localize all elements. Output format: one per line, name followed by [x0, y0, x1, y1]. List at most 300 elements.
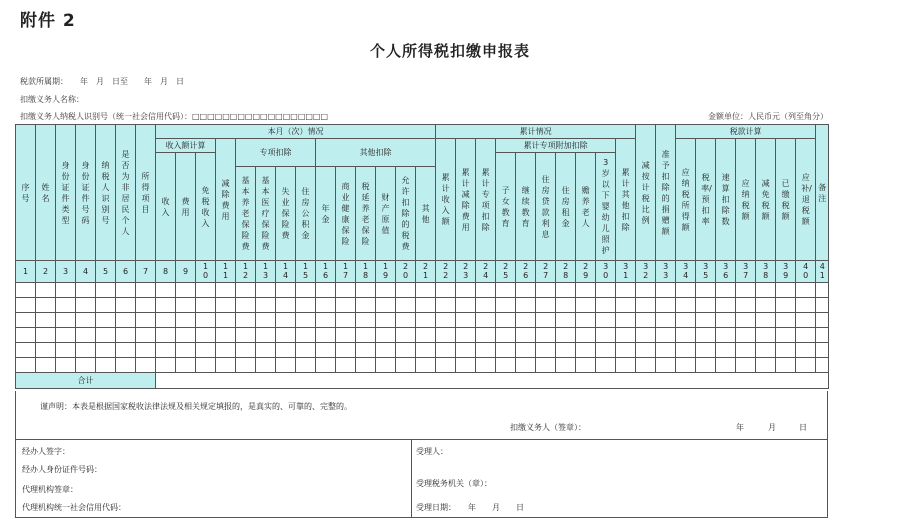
table-cell[interactable] — [396, 328, 416, 343]
table-cell[interactable] — [256, 313, 276, 328]
table-cell[interactable] — [296, 283, 316, 298]
table-cell[interactable] — [276, 283, 296, 298]
column-number: 27 — [536, 261, 556, 283]
table-cell[interactable] — [556, 283, 576, 298]
col-cum-deduct: 累计减除费用 — [456, 139, 476, 261]
table-cell[interactable] — [116, 298, 136, 313]
table-cell[interactable] — [636, 298, 656, 313]
table-cell[interactable] — [736, 358, 756, 373]
table-cell[interactable] — [276, 328, 296, 343]
table-cell[interactable] — [736, 298, 756, 313]
table-cell[interactable] — [136, 343, 156, 358]
table-cell[interactable] — [136, 358, 156, 373]
table-cell[interactable] — [736, 328, 756, 343]
table-cell[interactable] — [656, 343, 676, 358]
table-cell[interactable] — [336, 343, 356, 358]
table-cell[interactable] — [696, 343, 716, 358]
table-cell[interactable] — [396, 343, 416, 358]
col-taxpayer-id: 纳税人识别号 — [96, 125, 116, 261]
table-cell[interactable] — [596, 343, 616, 358]
table-cell[interactable] — [696, 298, 716, 313]
table-cell[interactable] — [616, 283, 636, 298]
table-cell[interactable] — [676, 358, 696, 373]
table-cell[interactable] — [56, 283, 76, 298]
table-cell[interactable] — [216, 283, 236, 298]
table-cell[interactable] — [316, 358, 336, 373]
column-number: 17 — [336, 261, 356, 283]
table-cell[interactable] — [116, 343, 136, 358]
table-cell[interactable] — [116, 358, 136, 373]
table-cell[interactable] — [296, 343, 316, 358]
table-cell[interactable] — [36, 328, 56, 343]
table-cell[interactable] — [76, 313, 96, 328]
table-cell[interactable] — [196, 283, 216, 298]
table-cell[interactable] — [756, 313, 776, 328]
table-cell[interactable] — [316, 283, 336, 298]
table-cell[interactable] — [656, 328, 676, 343]
table-cell[interactable] — [516, 283, 536, 298]
table-cell[interactable] — [476, 313, 496, 328]
agent-signature-field[interactable]: 扣缴义务人（签章）： — [510, 423, 586, 432]
table-cell[interactable] — [656, 313, 676, 328]
agency-code-field[interactable]: 代理机构统一社会信用代码： — [22, 503, 126, 512]
table-cell[interactable] — [376, 313, 396, 328]
table-cell[interactable] — [816, 298, 829, 313]
table-cell[interactable] — [36, 358, 56, 373]
table-cell[interactable] — [156, 328, 176, 343]
table-cell[interactable] — [596, 328, 616, 343]
table-cell[interactable] — [576, 298, 596, 313]
table-cell[interactable] — [236, 343, 256, 358]
table-cell[interactable] — [116, 313, 136, 328]
table-cell[interactable] — [176, 283, 196, 298]
table-cell[interactable] — [356, 283, 376, 298]
table-cell[interactable] — [496, 328, 516, 343]
table-cell[interactable] — [76, 283, 96, 298]
table-cell[interactable] — [416, 298, 436, 313]
table-cell[interactable] — [396, 358, 416, 373]
table-cell[interactable] — [456, 298, 476, 313]
group-tax-calc: 税款计算 — [676, 125, 816, 139]
table-cell[interactable] — [376, 328, 396, 343]
table-cell[interactable] — [796, 298, 816, 313]
table-cell[interactable] — [16, 343, 36, 358]
table-cell[interactable] — [696, 358, 716, 373]
table-cell[interactable] — [776, 343, 796, 358]
table-cell[interactable] — [376, 283, 396, 298]
table-cell[interactable] — [396, 313, 416, 328]
table-cell[interactable] — [236, 313, 256, 328]
table-cell[interactable] — [736, 283, 756, 298]
table-cell[interactable] — [716, 343, 736, 358]
table-cell[interactable] — [216, 298, 236, 313]
table-cell[interactable] — [96, 313, 116, 328]
table-row — [16, 358, 829, 373]
table-cell[interactable] — [576, 313, 596, 328]
table-cell[interactable] — [96, 298, 116, 313]
table-row — [16, 298, 829, 313]
table-cell[interactable] — [776, 358, 796, 373]
table-cell[interactable] — [536, 343, 556, 358]
table-cell[interactable] — [656, 358, 676, 373]
handler-signature-field[interactable]: 经办人签字： — [22, 447, 70, 456]
table-cell[interactable] — [256, 358, 276, 373]
table-cell[interactable] — [496, 358, 516, 373]
total-values[interactable] — [156, 373, 829, 389]
table-cell[interactable] — [196, 343, 216, 358]
table-cell[interactable] — [716, 298, 736, 313]
agent-taxpayer-id: 扣缴义务人纳税人识别号（统一社会信用代码）：□□□□□□□□□□□□□□□□□□ — [20, 112, 329, 121]
table-cell[interactable] — [516, 313, 536, 328]
col-paid: 已缴税额 — [776, 139, 796, 261]
col-donation: 准予扣除的捐赠额 — [656, 125, 676, 261]
table-cell[interactable] — [596, 283, 616, 298]
table-cell[interactable] — [716, 313, 736, 328]
table-cell[interactable] — [456, 328, 476, 343]
table-cell[interactable] — [776, 328, 796, 343]
table-cell[interactable] — [756, 298, 776, 313]
table-cell[interactable] — [36, 343, 56, 358]
table-row — [16, 313, 829, 328]
column-number: 16 — [316, 261, 336, 283]
table-cell[interactable] — [436, 358, 456, 373]
column-number: 40 — [796, 261, 816, 283]
table-cell[interactable] — [216, 328, 236, 343]
table-cell[interactable] — [476, 283, 496, 298]
table-cell[interactable] — [476, 328, 496, 343]
table-cell[interactable] — [496, 343, 516, 358]
table-cell[interactable] — [516, 298, 536, 313]
table-cell[interactable] — [696, 313, 716, 328]
table-cell[interactable] — [336, 358, 356, 373]
table-cell[interactable] — [436, 283, 456, 298]
column-number: 37 — [736, 261, 756, 283]
table-cell[interactable] — [356, 328, 376, 343]
table-cell[interactable] — [756, 343, 776, 358]
col-refund: 应补/退税额 — [796, 139, 816, 261]
table-cell[interactable] — [456, 343, 476, 358]
table-cell[interactable] — [316, 328, 336, 343]
table-cell[interactable] — [456, 283, 476, 298]
table-cell[interactable] — [496, 313, 516, 328]
table-cell[interactable] — [616, 313, 636, 328]
table-cell[interactable] — [536, 358, 556, 373]
table-cell[interactable] — [176, 298, 196, 313]
col-medical: 基本医疗保险费 — [256, 167, 276, 261]
table-cell[interactable] — [416, 343, 436, 358]
table-cell[interactable] — [376, 298, 396, 313]
col-relief: 减免税额 — [756, 139, 776, 261]
table-cell[interactable] — [516, 343, 536, 358]
table-cell[interactable] — [536, 298, 556, 313]
table-cell[interactable] — [336, 298, 356, 313]
col-deduct-expense: 减除费用 — [216, 139, 236, 261]
table-cell[interactable] — [636, 343, 656, 358]
table-cell[interactable] — [396, 283, 416, 298]
table-cell[interactable] — [236, 328, 256, 343]
table-cell[interactable] — [576, 358, 596, 373]
table-cell[interactable] — [336, 313, 356, 328]
table-cell[interactable] — [276, 358, 296, 373]
column-number: 31 — [616, 261, 636, 283]
table-cell[interactable] — [96, 358, 116, 373]
table-cell[interactable] — [456, 313, 476, 328]
table-cell[interactable] — [636, 283, 656, 298]
table-cell[interactable] — [436, 313, 456, 328]
table-cell[interactable] — [356, 358, 376, 373]
header-row-1 — [16, 125, 829, 139]
col-allowed: 允许扣除的税费 — [396, 167, 416, 261]
table-cell[interactable] — [56, 343, 76, 358]
table-cell[interactable] — [56, 358, 76, 373]
table-cell[interactable] — [756, 328, 776, 343]
column-number: 14 — [276, 261, 296, 283]
table-cell[interactable] — [476, 298, 496, 313]
table-cell[interactable] — [296, 328, 316, 343]
table-cell[interactable] — [256, 283, 276, 298]
table-cell[interactable] — [796, 343, 816, 358]
col-tax-pension: 税延养老保险 — [356, 167, 376, 261]
table-cell[interactable] — [596, 298, 616, 313]
column-number: 3 — [56, 261, 76, 283]
table-cell[interactable] — [16, 283, 36, 298]
table-cell[interactable] — [796, 358, 816, 373]
col-id-type: 身份证件类型 — [56, 125, 76, 261]
table-cell[interactable] — [156, 298, 176, 313]
table-cell[interactable] — [796, 283, 816, 298]
table-cell[interactable] — [536, 313, 556, 328]
table-cell[interactable] — [416, 283, 436, 298]
table-cell[interactable] — [436, 298, 456, 313]
table-cell[interactable] — [456, 358, 476, 373]
table-cell[interactable] — [216, 343, 236, 358]
table-cell[interactable] — [156, 343, 176, 358]
table-cell[interactable] — [696, 283, 716, 298]
table-cell[interactable] — [716, 283, 736, 298]
table-cell[interactable] — [376, 358, 396, 373]
table-cell[interactable] — [316, 298, 336, 313]
table-cell[interactable] — [736, 313, 756, 328]
table-cell[interactable] — [356, 313, 376, 328]
table-cell[interactable] — [356, 343, 376, 358]
table-cell[interactable] — [36, 298, 56, 313]
table-cell[interactable] — [136, 328, 156, 343]
receiver-field[interactable]: 受理人： — [416, 447, 448, 456]
table-cell[interactable] — [136, 313, 156, 328]
table-cell[interactable] — [16, 358, 36, 373]
table-cell[interactable] — [676, 283, 696, 298]
table-cell[interactable] — [416, 358, 436, 373]
table-cell[interactable] — [276, 313, 296, 328]
table-cell[interactable] — [636, 358, 656, 373]
table-cell[interactable] — [496, 283, 516, 298]
table-cell[interactable] — [476, 343, 496, 358]
table-cell[interactable] — [16, 328, 36, 343]
table-cell[interactable] — [536, 328, 556, 343]
table-cell[interactable] — [136, 298, 156, 313]
table-cell[interactable] — [636, 328, 656, 343]
table-cell[interactable] — [176, 343, 196, 358]
table-cell[interactable] — [336, 283, 356, 298]
receive-date-field[interactable]: 受理日期： 年 月 日 — [416, 503, 524, 512]
table-cell[interactable] — [656, 298, 676, 313]
table-cell[interactable] — [416, 313, 436, 328]
table-cell[interactable] — [656, 283, 676, 298]
table-cell[interactable] — [256, 343, 276, 358]
table-cell[interactable] — [276, 343, 296, 358]
column-number: 33 — [656, 261, 676, 283]
col-cum-special: 累计专项扣除 — [476, 139, 496, 261]
table-cell[interactable] — [316, 343, 336, 358]
table-cell[interactable] — [736, 343, 756, 358]
table-cell[interactable] — [576, 283, 596, 298]
table-cell[interactable] — [516, 358, 536, 373]
table-cell[interactable] — [676, 298, 696, 313]
table-cell[interactable] — [236, 358, 256, 373]
table-cell[interactable] — [256, 298, 276, 313]
table-cell[interactable] — [16, 313, 36, 328]
table-cell[interactable] — [156, 283, 176, 298]
table-cell[interactable] — [96, 328, 116, 343]
table-cell[interactable] — [96, 283, 116, 298]
table-cell[interactable] — [116, 328, 136, 343]
table-cell[interactable] — [196, 313, 216, 328]
table-cell[interactable] — [516, 328, 536, 343]
table-cell[interactable] — [616, 358, 636, 373]
agency-seal-field[interactable]: 代理机构签章： — [22, 485, 78, 494]
column-number: 39 — [776, 261, 796, 283]
table-cell[interactable] — [816, 343, 829, 358]
table-cell[interactable] — [336, 328, 356, 343]
table-cell[interactable] — [176, 358, 196, 373]
table-cell[interactable] — [696, 328, 716, 343]
table-cell[interactable] — [616, 343, 636, 358]
table-cell[interactable] — [796, 313, 816, 328]
table-cell[interactable] — [36, 313, 56, 328]
tax-office-field[interactable]: 受理税务机关（章）： — [416, 479, 492, 488]
table-cell[interactable] — [216, 313, 236, 328]
table-cell[interactable] — [676, 328, 696, 343]
table-cell[interactable] — [136, 283, 156, 298]
table-cell[interactable] — [636, 313, 656, 328]
handler-id-field[interactable]: 经办人身份证件号码： — [22, 465, 102, 474]
table-cell[interactable] — [156, 313, 176, 328]
table-cell[interactable] — [556, 313, 576, 328]
table-cell[interactable] — [556, 343, 576, 358]
group-income: 收入额计算 — [156, 139, 216, 153]
table-cell[interactable] — [116, 283, 136, 298]
table-cell[interactable] — [576, 328, 596, 343]
table-cell[interactable] — [56, 313, 76, 328]
table-cell[interactable] — [796, 328, 816, 343]
col-rate: 税率/预扣率 — [696, 139, 716, 261]
table-row — [16, 283, 829, 298]
table-cell[interactable] — [816, 328, 829, 343]
column-number: 28 — [556, 261, 576, 283]
col-expense: 费用 — [176, 153, 196, 261]
table-cell[interactable] — [716, 328, 736, 343]
table-cell[interactable] — [476, 358, 496, 373]
table-cell[interactable] — [76, 343, 96, 358]
table-cell[interactable] — [816, 283, 829, 298]
table-cell[interactable] — [416, 328, 436, 343]
table-cell[interactable] — [556, 298, 576, 313]
tax-period: 税款所属期： 年 月 日至 年 月 日 — [20, 77, 184, 86]
table-cell[interactable] — [76, 358, 96, 373]
table-cell[interactable] — [496, 298, 516, 313]
table-cell[interactable] — [156, 358, 176, 373]
table-cell[interactable] — [616, 298, 636, 313]
table-cell[interactable] — [776, 313, 796, 328]
table-cell[interactable] — [216, 358, 236, 373]
table-cell[interactable] — [676, 313, 696, 328]
table-cell[interactable] — [296, 313, 316, 328]
table-cell[interactable] — [616, 328, 636, 343]
table-cell[interactable] — [296, 298, 316, 313]
table-cell[interactable] — [276, 298, 296, 313]
column-number: 25 — [496, 261, 516, 283]
table-cell[interactable] — [296, 358, 316, 373]
table-cell[interactable] — [16, 298, 36, 313]
table-cell[interactable] — [316, 313, 336, 328]
table-cell[interactable] — [76, 298, 96, 313]
table-cell[interactable] — [196, 328, 216, 343]
table-cell[interactable] — [436, 328, 456, 343]
table-cell[interactable] — [236, 283, 256, 298]
table-cell[interactable] — [176, 313, 196, 328]
table-cell[interactable] — [36, 283, 56, 298]
col-property: 财产原值 — [376, 167, 396, 261]
table-cell[interactable] — [196, 298, 216, 313]
col-elderly: 赡养老人 — [576, 153, 596, 261]
table-cell[interactable] — [816, 358, 829, 373]
table-cell[interactable] — [676, 343, 696, 358]
table-cell[interactable] — [716, 358, 736, 373]
table-cell[interactable] — [96, 343, 116, 358]
table-cell[interactable] — [356, 298, 376, 313]
col-annuity: 年金 — [316, 167, 336, 261]
table-cell[interactable] — [776, 283, 796, 298]
table-cell[interactable] — [756, 358, 776, 373]
table-cell[interactable] — [76, 328, 96, 343]
group-cumulative: 累计情况 — [436, 125, 636, 139]
table-row — [16, 343, 829, 358]
table-cell[interactable] — [596, 358, 616, 373]
table-cell[interactable] — [556, 328, 576, 343]
table-cell[interactable] — [776, 298, 796, 313]
table-cell[interactable] — [576, 343, 596, 358]
table-cell[interactable] — [396, 298, 416, 313]
table-cell[interactable] — [376, 343, 396, 358]
currency-unit: 金额单位：人民币元（列至角分） — [708, 112, 828, 121]
table-cell[interactable] — [256, 328, 276, 343]
table-cell[interactable] — [756, 283, 776, 298]
table-cell[interactable] — [236, 298, 256, 313]
table-cell[interactable] — [556, 358, 576, 373]
table-cell[interactable] — [56, 328, 76, 343]
declaration-table — [15, 124, 829, 389]
table-cell[interactable] — [596, 313, 616, 328]
table-cell[interactable] — [56, 298, 76, 313]
sign-month-label: 月 — [768, 423, 776, 432]
table-cell[interactable] — [436, 343, 456, 358]
table-cell[interactable] — [176, 328, 196, 343]
table-cell[interactable] — [816, 313, 829, 328]
column-number: 26 — [516, 261, 536, 283]
col-quick: 速算扣除数 — [716, 139, 736, 261]
table-cell[interactable] — [536, 283, 556, 298]
table-cell[interactable] — [196, 358, 216, 373]
